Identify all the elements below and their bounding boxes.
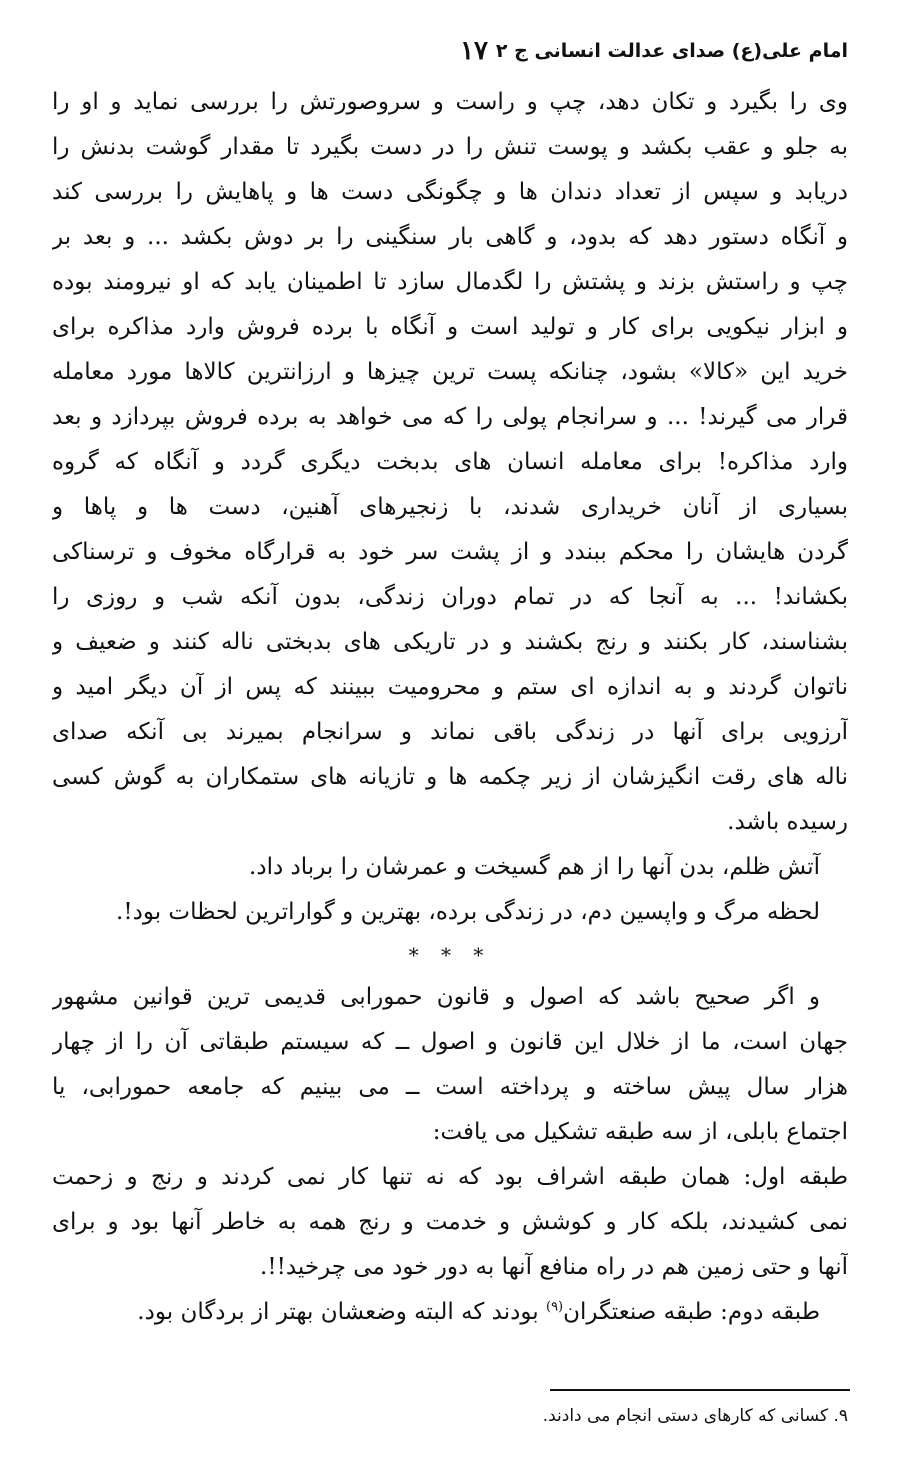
text-line: به جلو و عقب بکشد و پوست تنش را در دست بگیرد تا مقدار گوشت بدنش را [52, 134, 848, 160]
text-line [52, 1290, 848, 1335]
text-line: و اگر صحیح باشد که اصول و قانون حمورابی قدیمی ترین قوانین مشهور [52, 984, 820, 1010]
text-line: هزار سال پیش ساخته و پرداخته است ــ می بینیم که جامعه حمورابی، یا [52, 1074, 848, 1100]
text-line: آنها و حتی زمین هم در راه منافع آنها به دور خود می چرخید!!. [260, 1254, 848, 1280]
text-line: قرار می گیرند! ... و سرانجام پولی را که می خواهد به برده فروش بپردازد و بعد [52, 404, 848, 430]
text-line: آرزویی برای آنها در زندگی باقی نماند و سرانجام بمیرند بی آنکه صدای [52, 719, 848, 745]
text-line: ناله های رقت انگیزشان از زیر چکمه ها و تازیانه های ستمکاران به گوش کسی [52, 764, 848, 790]
text-line: اجتماع بابلی، از سه طبقه تشکیل می یافت: [432, 1119, 848, 1145]
paragraph-2 [52, 975, 848, 1155]
text-line: گردن هایشان را محکم ببندد و از پشت سر خود به قرارگاه مخوف و ترسناکی [52, 539, 848, 565]
text-line: وی را بگیرد و تکان دهد، چپ و راست و سروصورتش را بررسی نماید و او را [52, 89, 848, 115]
text-line: بکشاند! ... به آنجا که در تمام دوران زندگی، بدون آنکه شب و روزی را [52, 584, 848, 610]
text-line: و آنگاه دستور دهد که بدود، و گاهی بار سنگینی را بر دوش بکشد ... و بعد بر [52, 224, 848, 250]
footnote: ۹. کسانی که کارهای دستی انجام می دادند. [542, 1406, 848, 1426]
text-line: رسیده باشد. [727, 809, 848, 835]
text-line: بشناسند، کار بکنند و رنج بکشند و در تاریکی های بدبختی ناله کنند و ضعیف و [52, 629, 848, 655]
body-text [52, 80, 848, 1335]
text-line: چپ و راستش بزند و پشتش را لگدمال سازد تا اطمینان یابد که او نیرومند بوده [52, 269, 848, 295]
footnote-reference: (۹) [545, 1299, 564, 1315]
verse-line: آتش ظلم، بدن آنها را از هم گسیخت و عمرشان را برباد داد. [249, 854, 820, 880]
text-segment: طبقه دوم: طبقه صنعتگران [563, 1299, 820, 1325]
paragraph-1 [52, 80, 848, 845]
text-line: خرید این «کالا» بشود، چنانکه پست ترین چیزها و ارزانترین کالاها مورد معامله [52, 359, 848, 385]
running-title: امام علی(ع) صدای عدالت انسانی ج ۲ [495, 40, 848, 62]
text-line: دریابد و سپس از تعداد دندان ها و چگونگی دست ها و پاهایش را بررسی کند [52, 179, 848, 205]
text-line: ناتوان گردند و به اندازه ای ستم و محرومیت ببینند که پس از آن دیگر امید و [52, 674, 848, 700]
text-line: وارد مذاکره! برای معامله انسان های بدبخت دیگری گردد و آنگاه که گروه [52, 449, 848, 475]
text-segment: بودند که البته وضعشان بهتر از بردگان بود. [137, 1299, 546, 1325]
running-header [52, 36, 848, 70]
paragraph-3 [52, 1155, 848, 1290]
text-line: بسیاری از آنان خریداری شدند، با زنجیرهای آهنین، دست ها و پاها و [52, 494, 848, 520]
text-line: طبقه اول: همان طبقه اشراف بود که نه تنها کار نمی کردند و رنج و زحمت [52, 1164, 848, 1190]
text-line: جهان است، ما از خلال این قانون و اصول ــ که سیستم طبقاتی آن را از چهار [52, 1029, 848, 1055]
footnote-rule [550, 1389, 850, 1391]
text-line: و ابزار نیکویی برای کار و تولید است و آنگاه با برده فروش وارد مذاکره برای [52, 314, 848, 340]
verse-line: لحظه مرگ و واپسین دم، در زندگی برده، بهترین و گواراترین لحظات بود!. [116, 899, 820, 925]
verse-block [52, 845, 848, 935]
page-number: ۱۷ [460, 36, 488, 66]
section-separator: * * * [408, 943, 492, 967]
paragraph-4 [52, 1290, 848, 1335]
text-line: نمی کشیدند، بلکه کار و کوشش و خدمت و رنج همه به خاطر آنها بود و برای [52, 1209, 848, 1235]
